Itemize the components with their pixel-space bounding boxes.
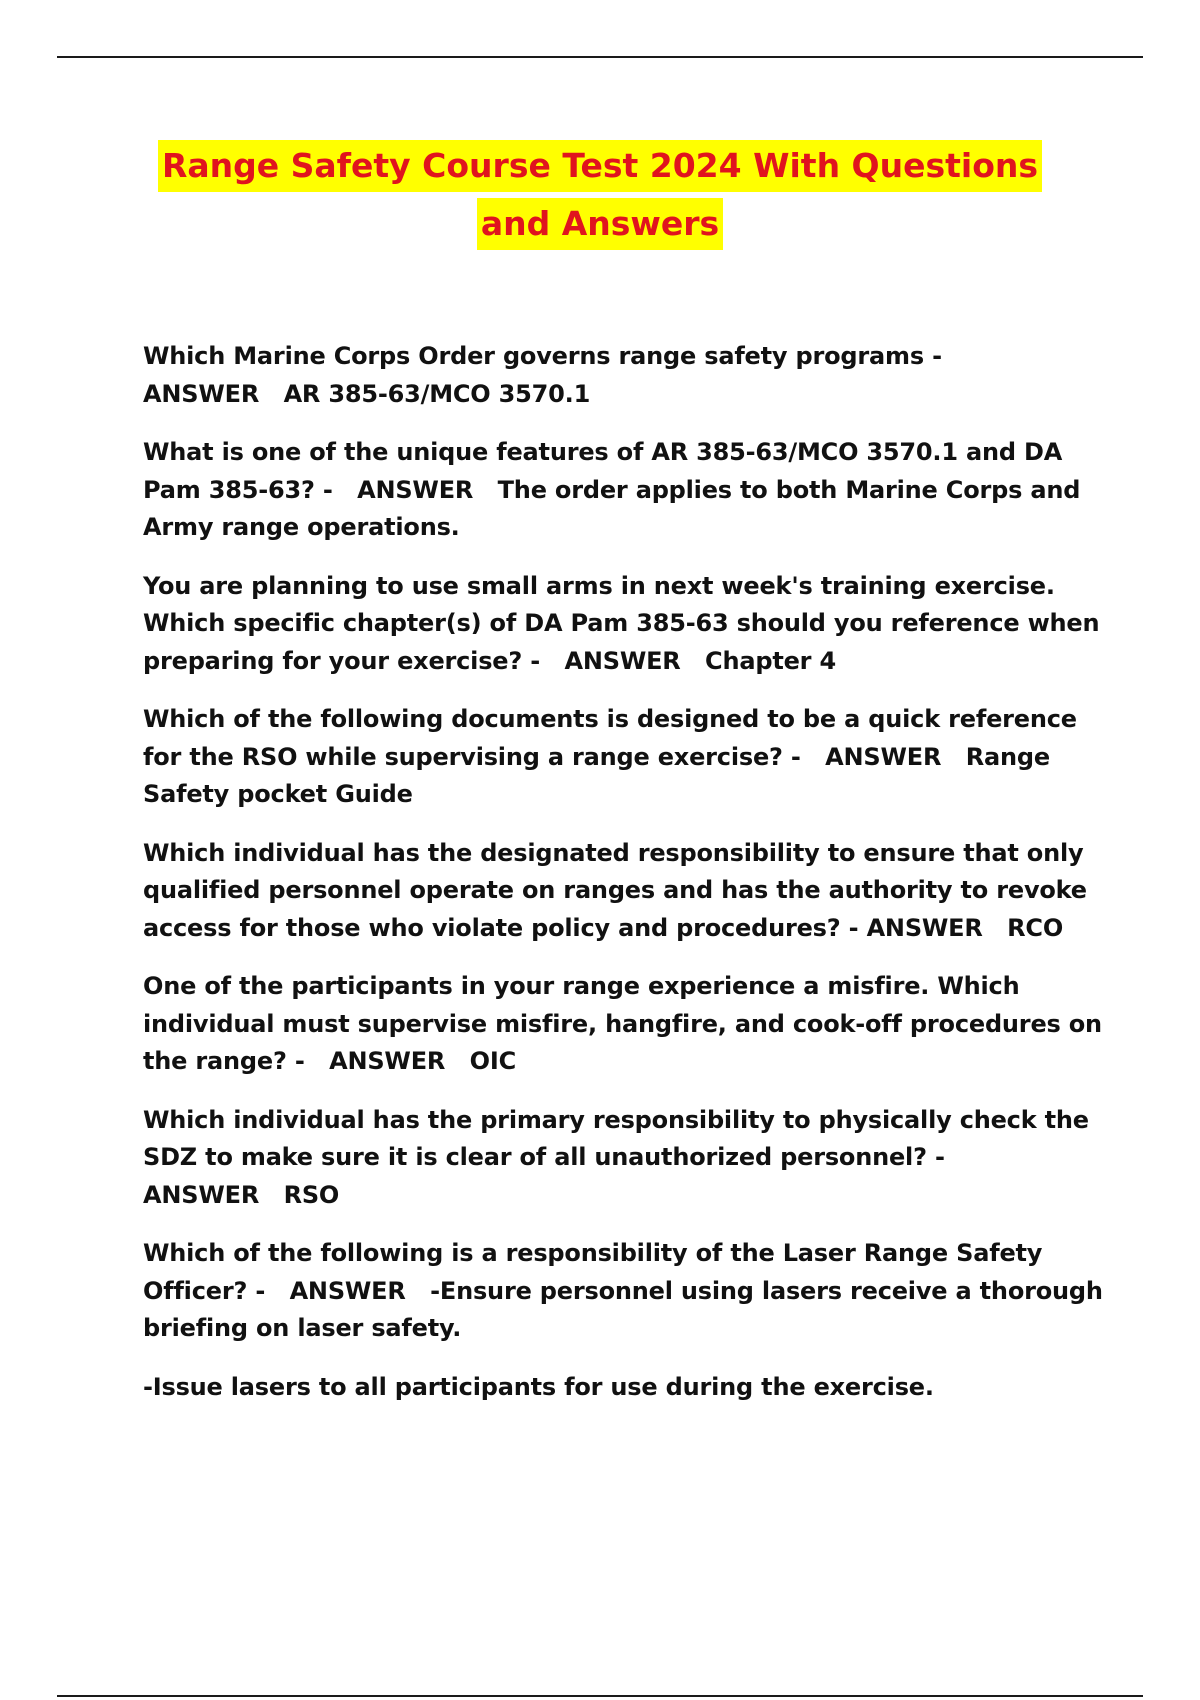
answer-label: ANSWER — [143, 379, 260, 408]
bottom-rule — [57, 1695, 1143, 1697]
document-title — [60, 140, 1140, 250]
answer-text: OIC — [469, 1047, 516, 1075]
answer-label: ANSWER — [357, 475, 474, 504]
qa-item — [143, 1102, 1103, 1215]
qa-item — [143, 701, 1103, 814]
answer-text: RCO — [1007, 913, 1064, 942]
answer-label: ANSWER — [866, 913, 983, 942]
answer-label: ANSWER — [143, 1180, 260, 1209]
qa-item — [143, 835, 1103, 948]
qa-item — [143, 1235, 1103, 1348]
qa-item — [143, 568, 1103, 681]
answer-label: ANSWER — [564, 646, 681, 675]
top-rule — [57, 56, 1143, 58]
qa-item — [143, 338, 1103, 413]
answer-text: -Ensure personnel using lasers receive a thorough briefing on laser safety. — [143, 1276, 1103, 1342]
answer-text: The order applies to both Marine Corps and Army range operations. — [143, 475, 1081, 541]
question-text: Which of the following documents is designed to be a quick reference for the RSO while supervising a range exercise? - — [143, 705, 1077, 771]
answer-text: AR 385-63/MCO 3570.1 — [283, 379, 591, 408]
question-text: Which individual has the designated responsibility to ensure that only qualified personnel operate on ranges and has the authority to revoke access for those who violate policy and procedures? - — [143, 838, 1087, 942]
answer-label: ANSWER — [289, 1276, 406, 1305]
answer-text: RSO — [283, 1180, 340, 1209]
answer-text: Range Safety pocket Guide — [143, 742, 1050, 808]
qa-item — [143, 968, 1103, 1081]
question-text: Which individual has the primary responsibility to physically check the SDZ to make sure it is clear of all unauthorized personnel? - — [143, 1105, 1089, 1171]
answer-text: Chapter 4 — [705, 646, 836, 675]
title-line-2: and Answers — [477, 198, 723, 250]
answer-label: ANSWER — [825, 742, 942, 771]
question-text: You are planning to use small arms in next week's training exercise. Which specific chapter(s) of DA Pam 385-63 should you reference when preparing for your exercise? - — [143, 571, 1100, 675]
qa-list — [143, 338, 1103, 1427]
title-line-1: Range Safety Course Test 2024 With Questions — [158, 140, 1042, 192]
qa-item — [143, 434, 1103, 547]
question-text: What is one of the unique features of AR 385-63/MCO 3570.1 and DA Pam 385-63? - — [143, 438, 1063, 504]
question-text: One of the participants in your range experience a misfire. Which individual must supervise misfire, hangfire, and cook-off procedures on the range? - — [143, 972, 1102, 1075]
question-text: Which of the following is a responsibility of the Laser Range Safety Officer? - — [143, 1239, 1043, 1305]
continuation-text: -Issue lasers to all participants for use during the exercise. — [143, 1372, 934, 1401]
answer-label: ANSWER — [329, 1047, 446, 1075]
question-text: Which Marine Corps Order governs range safety programs - — [143, 342, 942, 370]
